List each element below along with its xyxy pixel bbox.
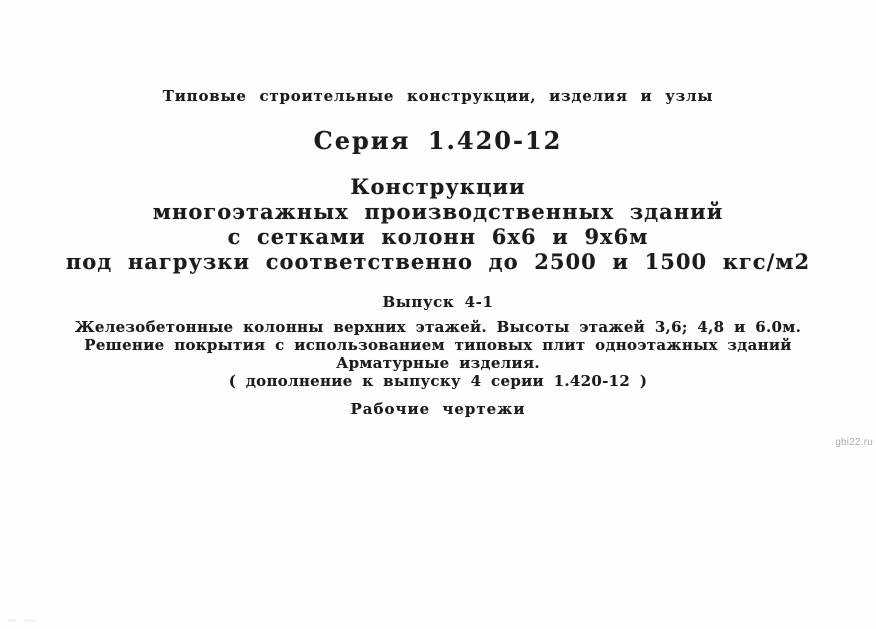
- main-title-line-1: Конструкции: [350, 174, 526, 199]
- description-block: [0, 318, 876, 390]
- main-title-line-2: многоэтажных производственных зданий: [152, 199, 724, 224]
- main-title: [0, 174, 876, 274]
- document-category-line: Типовые строительные конструкции, изделия и узлы: [162, 87, 714, 105]
- description-line-4: ( дополнение к выпуску 4 серии 1.420-12 ): [228, 372, 648, 390]
- series-title: Серия 1.420-12: [313, 126, 563, 155]
- scan-artifact: [8, 619, 36, 622]
- watermark: gbi22.ru: [835, 437, 873, 448]
- description-line-1: Железобетонные колонны верхних этажей. Высоты этажей 3,6; 4,8 и 6.0м.: [74, 318, 802, 336]
- doc-type-label: Рабочие чертежи: [350, 400, 526, 418]
- description-line-3: Арматурные изделия.: [336, 354, 540, 372]
- issue-label: Выпуск 4-1: [382, 293, 494, 311]
- main-title-line-4: под нагрузки соответственно до 2500 и 1500 кгс/м2: [65, 249, 811, 274]
- main-title-line-3: с сетками колонн 6х6 и 9х6м: [227, 224, 649, 249]
- description-line-2: Решение покрытия с использованием типовых плит одноэтажных зданий: [84, 336, 792, 354]
